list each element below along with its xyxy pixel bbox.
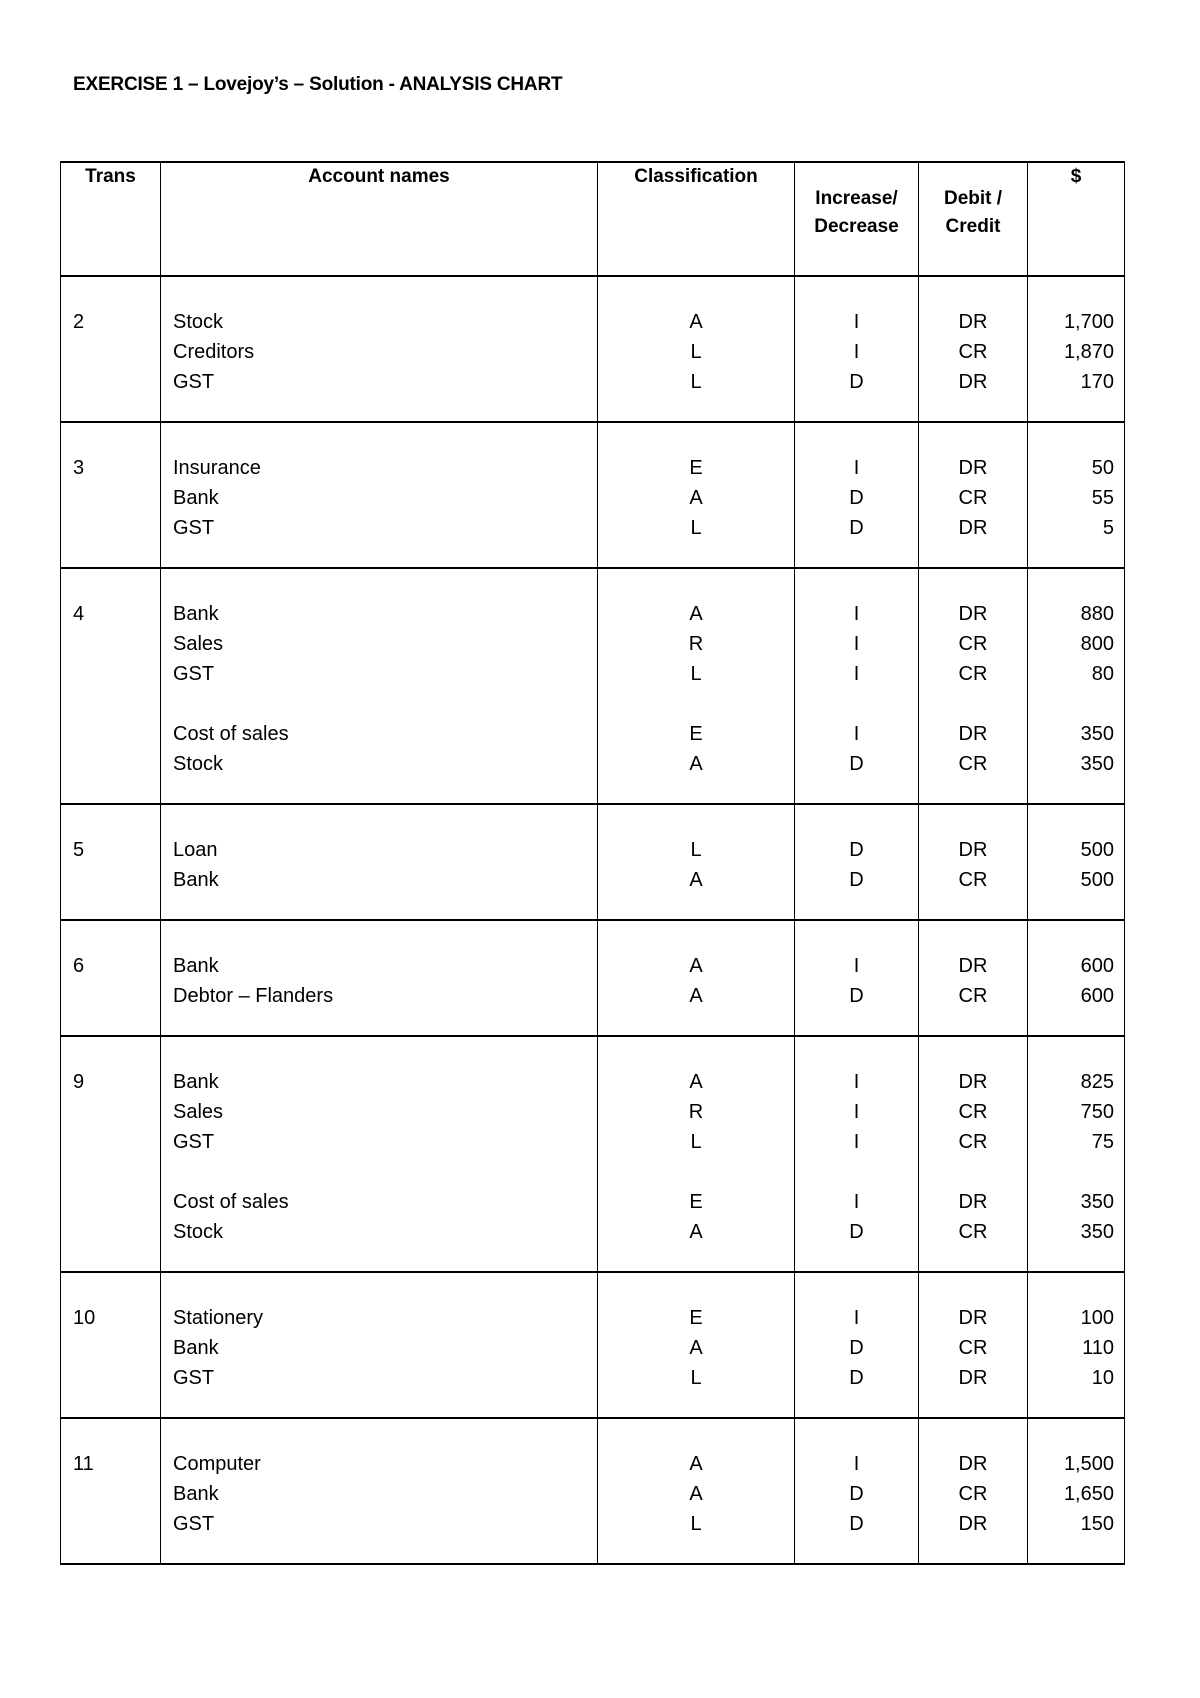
debit-credit-value: DR [958, 603, 988, 625]
account-name: Bank [173, 1483, 219, 1505]
debit-credit-value: CR [958, 341, 988, 363]
debit-credit-value: DR [958, 1071, 988, 1093]
increase-decrease-value: I [853, 663, 860, 685]
spacer-line [173, 1157, 597, 1187]
classification-value: A [689, 311, 703, 333]
debit-credit-cell [919, 920, 1028, 1036]
amount-cell [1028, 920, 1125, 1036]
account-name-cell [161, 276, 598, 422]
account-name: Bank [173, 955, 219, 977]
classification-value: E [689, 1191, 703, 1213]
debit-credit-value: DR [958, 955, 988, 977]
amount-value: 80 [1091, 663, 1114, 685]
transactions-body [61, 276, 1125, 1564]
classification-cell [598, 1272, 795, 1418]
spacer-line [919, 689, 1027, 719]
debit-credit-value: CR [958, 869, 988, 891]
transaction-row [61, 276, 1125, 422]
classification-cell [598, 1418, 795, 1564]
header-increase-decrease [795, 162, 919, 276]
debit-credit-cell [919, 568, 1028, 804]
increase-decrease-value: D [849, 1337, 864, 1359]
header-row [61, 162, 1125, 276]
increase-decrease-value: I [853, 955, 860, 977]
amount-cell [1028, 276, 1125, 422]
amount-value: 50 [1091, 457, 1114, 479]
classification-cell [598, 920, 795, 1036]
debit-credit-cell [919, 1036, 1028, 1272]
increase-decrease-value: I [853, 1071, 860, 1093]
increase-decrease-cell [795, 568, 919, 804]
account-name: GST [173, 371, 215, 393]
classification-value: L [690, 839, 702, 861]
increase-decrease-value: D [849, 1483, 864, 1505]
spacer-line [795, 1157, 918, 1187]
amount-cell [1028, 804, 1125, 920]
amount-value: 350 [1080, 1221, 1114, 1243]
amount-value: 500 [1080, 839, 1114, 861]
account-name: Bank [173, 487, 219, 509]
amount-value: 600 [1080, 985, 1114, 1007]
classification-cell [598, 422, 795, 568]
debit-credit-value: DR [958, 517, 988, 539]
account-name: Insurance [173, 457, 261, 479]
amount-cell [1028, 1418, 1125, 1564]
account-name-cell [161, 1036, 598, 1272]
amount-value: 880 [1080, 603, 1114, 625]
spacer-line [795, 689, 918, 719]
increase-decrease-cell [795, 804, 919, 920]
increase-decrease-value: I [853, 457, 860, 479]
classification-value: A [689, 487, 703, 509]
increase-decrease-value: D [849, 371, 864, 393]
classification-value: R [688, 1101, 704, 1123]
amount-value: 825 [1080, 1071, 1114, 1093]
classification-value: L [690, 517, 702, 539]
debit-credit-value: DR [958, 723, 988, 745]
classification-cell [598, 804, 795, 920]
header-classification: Classification [598, 162, 795, 276]
classification-value: A [689, 985, 703, 1007]
account-name: Bank [173, 1337, 219, 1359]
account-name-cell [161, 920, 598, 1036]
account-name: Stock [173, 311, 224, 333]
debit-credit-value: CR [958, 487, 988, 509]
increase-decrease-value: D [849, 1513, 864, 1535]
classification-value: E [689, 457, 703, 479]
increase-decrease-value: I [853, 603, 860, 625]
trans-number: 3 [73, 457, 85, 479]
increase-decrease-cell [795, 422, 919, 568]
classification-value: L [690, 1513, 702, 1535]
trans-cell [61, 920, 161, 1036]
classification-value: A [689, 1221, 703, 1243]
debit-credit-value: CR [958, 1101, 988, 1123]
debit-credit-value: DR [958, 1307, 988, 1329]
analysis-chart-table [60, 161, 1125, 1565]
classification-value: L [690, 341, 702, 363]
debit-credit-value: DR [958, 457, 988, 479]
debit-credit-cell [919, 1272, 1028, 1418]
transaction-row [61, 422, 1125, 568]
amount-value: 350 [1080, 723, 1114, 745]
header-trans: Trans [61, 162, 161, 276]
account-name: GST [173, 663, 215, 685]
trans-number: 5 [73, 839, 85, 861]
trans-number: 10 [73, 1307, 96, 1329]
transaction-row [61, 920, 1125, 1036]
increase-decrease-value: I [853, 1191, 860, 1213]
amount-cell [1028, 1272, 1125, 1418]
account-name: Loan [173, 839, 218, 861]
classification-value: A [689, 1071, 703, 1093]
debit-credit-value: DR [958, 1513, 988, 1535]
debit-credit-value: DR [958, 371, 988, 393]
classification-value: R [688, 633, 704, 655]
account-name-cell [161, 422, 598, 568]
transaction-row [61, 804, 1125, 920]
amount-value: 750 [1080, 1101, 1114, 1123]
header-amount: $ [1028, 162, 1125, 276]
transaction-row [61, 1036, 1125, 1272]
increase-decrease-value: I [853, 1453, 860, 1475]
classification-cell [598, 1036, 795, 1272]
increase-decrease-value: I [853, 1131, 860, 1153]
amount-value: 5 [1102, 517, 1114, 539]
debit-credit-cell [919, 1418, 1028, 1564]
transaction-row [61, 568, 1125, 804]
trans-cell [61, 568, 161, 804]
account-name: Stock [173, 1221, 224, 1243]
header-debit-credit-line2: Credit [945, 216, 1001, 237]
amount-value: 10 [1091, 1367, 1114, 1389]
classification-value: A [689, 1453, 703, 1475]
debit-credit-cell [919, 276, 1028, 422]
spacer-line [1028, 1157, 1114, 1187]
amount-value: 1,650 [1063, 1483, 1114, 1505]
debit-credit-value: DR [958, 1453, 988, 1475]
debit-credit-value: CR [958, 1483, 988, 1505]
increase-decrease-value: D [849, 839, 864, 861]
debit-credit-value: CR [958, 663, 988, 685]
account-name: GST [173, 1131, 215, 1153]
classification-value: L [690, 1131, 702, 1153]
account-name: Stationery [173, 1307, 264, 1329]
spacer-line [173, 689, 597, 719]
account-name-cell [161, 1418, 598, 1564]
spacer-line [919, 1157, 1027, 1187]
classification-value: L [690, 371, 702, 393]
trans-cell [61, 1036, 161, 1272]
amount-value: 150 [1080, 1513, 1114, 1535]
classification-value: L [690, 663, 702, 685]
amount-value: 170 [1080, 371, 1114, 393]
amount-value: 1,870 [1063, 341, 1114, 363]
account-name-cell [161, 568, 598, 804]
header-increase-decrease-line2: Decrease [814, 216, 899, 237]
increase-decrease-value: I [853, 723, 860, 745]
increase-decrease-value: I [853, 1307, 860, 1329]
account-name: Computer [173, 1453, 261, 1475]
account-name: Sales [173, 633, 224, 655]
classification-value: E [689, 1307, 703, 1329]
increase-decrease-value: D [849, 517, 864, 539]
increase-decrease-value: I [853, 1101, 860, 1123]
increase-decrease-cell [795, 1418, 919, 1564]
classification-value: E [689, 723, 703, 745]
header-increase-decrease-line1: Increase/ [815, 188, 898, 209]
debit-credit-value: DR [958, 311, 988, 333]
increase-decrease-cell [795, 276, 919, 422]
debit-credit-value: CR [958, 1221, 988, 1243]
amount-value: 600 [1080, 955, 1114, 977]
classification-value: A [689, 753, 703, 775]
trans-number: 4 [73, 603, 85, 625]
debit-credit-cell [919, 422, 1028, 568]
account-name: GST [173, 1367, 215, 1389]
amount-value: 350 [1080, 1191, 1114, 1213]
increase-decrease-value: D [849, 487, 864, 509]
amount-cell [1028, 568, 1125, 804]
increase-decrease-cell [795, 920, 919, 1036]
classification-value: L [690, 1367, 702, 1389]
increase-decrease-value: I [853, 341, 860, 363]
increase-decrease-value: D [849, 753, 864, 775]
classification-cell [598, 568, 795, 804]
classification-value: A [689, 955, 703, 977]
amount-value: 1,700 [1063, 311, 1114, 333]
header-debit-credit-line1: Debit / [943, 188, 1003, 209]
amount-value: 100 [1080, 1307, 1114, 1329]
trans-number: 6 [73, 955, 85, 977]
amount-value: 1,500 [1063, 1453, 1114, 1475]
trans-number: 11 [73, 1453, 94, 1475]
amount-cell [1028, 1036, 1125, 1272]
increase-decrease-cell [795, 1272, 919, 1418]
increase-decrease-value: D [849, 985, 864, 1007]
spacer-line [1028, 689, 1114, 719]
classification-value: A [689, 1483, 703, 1505]
amount-value: 350 [1080, 753, 1114, 775]
increase-decrease-cell [795, 1036, 919, 1272]
spacer-line [598, 1157, 794, 1187]
account-name: Cost of sales [173, 723, 289, 745]
increase-decrease-value: D [849, 869, 864, 891]
increase-decrease-value: D [849, 1367, 864, 1389]
account-name: GST [173, 517, 215, 539]
account-name: Bank [173, 1071, 219, 1093]
increase-decrease-value: I [853, 311, 860, 333]
debit-credit-value: DR [958, 839, 988, 861]
trans-number: 9 [73, 1071, 85, 1093]
account-name: Bank [173, 603, 219, 625]
amount-cell [1028, 422, 1125, 568]
increase-decrease-value: D [849, 1221, 864, 1243]
transaction-row [61, 1418, 1125, 1564]
trans-cell [61, 1272, 161, 1418]
account-name: Stock [173, 753, 224, 775]
amount-value: 800 [1080, 633, 1114, 655]
amount-value: 55 [1091, 487, 1114, 509]
classification-value: A [689, 603, 703, 625]
account-name: Creditors [173, 341, 255, 363]
account-name-cell [161, 1272, 598, 1418]
transaction-row [61, 1272, 1125, 1418]
debit-credit-value: DR [958, 1367, 988, 1389]
account-name: Sales [173, 1101, 224, 1123]
debit-credit-value: CR [958, 633, 988, 655]
account-name: Cost of sales [173, 1191, 289, 1213]
trans-cell [61, 804, 161, 920]
account-name-cell [161, 804, 598, 920]
debit-credit-value: CR [958, 1131, 988, 1153]
debit-credit-value: CR [958, 1337, 988, 1359]
header-debit-credit [919, 162, 1028, 276]
classification-cell [598, 276, 795, 422]
account-name: Bank [173, 869, 219, 891]
debit-credit-value: DR [958, 1191, 988, 1213]
trans-cell [61, 1418, 161, 1564]
debit-credit-cell [919, 804, 1028, 920]
trans-number: 2 [73, 311, 85, 333]
header-account-names: Account names [161, 162, 598, 276]
spacer-line [598, 689, 794, 719]
amount-value: 500 [1080, 869, 1114, 891]
classification-value: A [689, 1337, 703, 1359]
debit-credit-value: CR [958, 753, 988, 775]
debit-credit-value: CR [958, 985, 988, 1007]
amount-value: 110 [1082, 1337, 1114, 1359]
trans-cell [61, 422, 161, 568]
classification-value: A [689, 869, 703, 891]
amount-value: 75 [1091, 1131, 1114, 1153]
trans-cell [61, 276, 161, 422]
account-name: GST [173, 1513, 215, 1535]
document-title: EXERCISE 1 – Lovejoy’s – Solution - ANALYSIS CHART [73, 74, 563, 95]
account-name: Debtor – Flanders [173, 985, 334, 1007]
increase-decrease-value: I [853, 633, 860, 655]
